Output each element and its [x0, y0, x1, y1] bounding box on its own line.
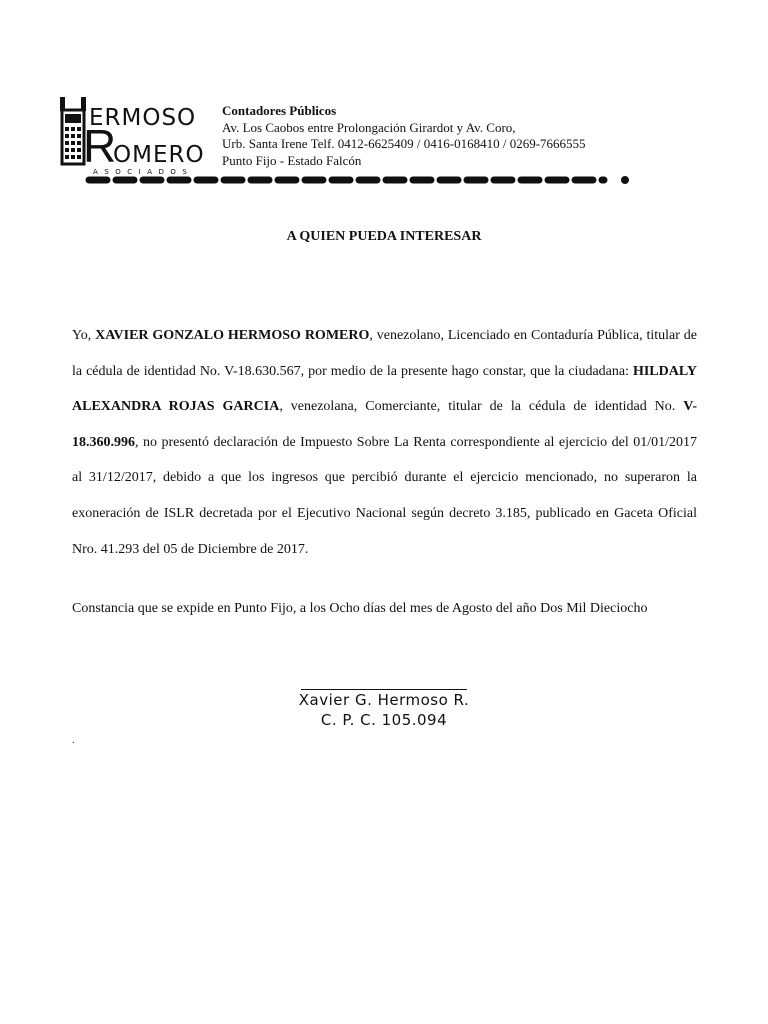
logo-line1: ERMOSO [89, 105, 197, 131]
svg-text:R: R [83, 120, 117, 172]
declarant-name: XAVIER GONZALO HERMOSO ROMERO [95, 328, 370, 343]
document-title: A QUIEN PUEDA INTERESAR [286, 229, 482, 244]
firm-name: Contadores Públicos [222, 103, 337, 118]
citizen-id: V-18.360.996 [72, 399, 697, 450]
closing-statement: Constancia que se expide en Punto Fijo, a los Ocho días del mes de Agosto del año Dos Mil Dieciocho [72, 601, 648, 616]
logo-tagline: ASOCIADOS [93, 168, 194, 176]
address-line-3: Punto Fijo - Estado Falcón [222, 152, 362, 168]
certificate-paragraph [72, 318, 697, 567]
logo-line2: OMERO [113, 142, 205, 168]
dashed-divider [84, 174, 630, 186]
body-text-3: , venezolana, Comerciante, titular de la cédula de identidad No. [279, 399, 684, 415]
address-line-1: Av. Los Caobos entre Prolongación Girardot y Av. Coro, [222, 119, 516, 135]
address-line-2: Urb. Santa Irene Telf. 0412-6625409 / 0416-0168410 / 0269-7666555 [222, 136, 586, 151]
citizen-name: HILDALY ALEXANDRA ROJAS GARCIA [72, 363, 697, 415]
signatory-name: Xavier G. Hermoso R. [298, 691, 470, 709]
body-text-4: , no presentó declaración de Impuesto Sobre La Renta correspondiente al ejercicio del 01/01/2017 al 31/12/2017, debido a que los ingresos que percibió durante el ejercicio mencionado, no superaron la exoneración de ISLR decretada por el Ejecutivo Nacional según decreto 3.185, publicado en Gaceta Oficial Nro. 41.293 del 05 de Diciembre de 2017. [72, 434, 697, 557]
letterhead [222, 103, 586, 169]
signatory-cpc: C. P. C. 105.094 [320, 711, 448, 729]
body-text-1: Yo, [72, 328, 96, 343]
hermoso-romero-logo [55, 92, 217, 176]
body-text-2: , venezolano, Licenciado en Contaduría Pública, titular de la cédula de identidad No. V-18.630.567, por medio de la presente hago constar, que la ciudadana: [72, 328, 697, 379]
footer-mark: . [72, 735, 75, 746]
signature-line [301, 689, 467, 690]
